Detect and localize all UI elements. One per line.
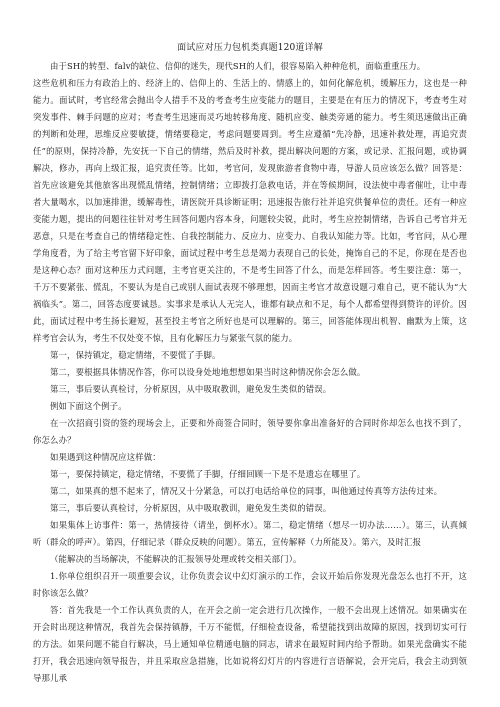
paragraph: 这些危机和压力有政治上的、经济上的、信仰上的、生活上的、情感上的，如何化解危机，缓解压力，这也是一种能力。面试时，考官经常会抛出令人措手不及的考查考生应变能力的题目，主要是在有压力的情况下，考查考生对突发事件、棘手问题的应对；考查考生迅速而灵巧地转移角度、随机应变、触类旁通的能力。考生须迅速做出正确的判断和处理，思维反应要敏捷，情绪要稳定，考虑问题要周到。考生应遵循“先冷静，迅速补救处理，再追究责任”的原则，保持冷静，先安抚一下自己的情绪，然后及时补救，提出解决问题的方案，或记录、汇报问题，或协调解决，修办，再向上级汇报，追究责任等。比如，考官问，发现旅游者食物中毒，导游人员应该怎么做？回答是：首先应该避免其他旅客出现慌乱情绪，控制情绪；立即拨打急救电话，并在等候期间，设法使中毒者催吐，让中毒者大量喝水，以加速排泄，缓解毒性，请医院开具诊断证明；迅速报告旅行社并追究供餐单位的责任。还有一种应变能力题，提出的问题往往针对考生回答问题内容本身，问题较尖锐，此时，考生应控制情绪，告诉自己考官并无恶意，只是在考查自己的情绪稳定性、自我控制能力、反应力、应变力、自我认知能力等。比如，考官问，从心理学角度看，为了给主考官留下好印象，面试过程中考生总是竭力表现自己的长处，掩饰自己的不足，你现在是否也是这种心态？面对这种压力式问题，主考官更关注的，不是考生回答了什么，而是怎样回答。考生要注意：第一，千万不要紧张、慌乱，不要认为是自己或别人面试表现不够理想，因而主考官才故意设题刁难自己，更不能认为“大祸临头”。第二，回答态度要诚恳。实事求是承认人无完人，谁都有缺点和不足，每个人都希望得到赞许的评价。因此，面试过程中考生扬长避短，甚至投主考官之所好也是可以理解的。第三，回答能体现出机智、幽默为上策，这样考官会认为，考生不仅处变不惊，且有化解压力与紧张气氛的能力。: [33, 78, 467, 343]
paragraph: 第二，要根据具体情况作答，你可以设身处地地想想如果当时这种情况你会怎么做。: [50, 367, 366, 377]
paragraph: 第三，事后要认真检讨，分析原因，从中吸取教训，避免发生类似的错误。: [50, 503, 332, 513]
paragraph: 如果集体上访事件：第一，热情接待（请坐，倒杯水）。第二，稳定情绪（想尽一切办法……）。第三，认真倾听（群众的呼声）。第四，仔细记录（群众反映的问题）。第五，宣传解释（力所能及）。第六，及时汇报: [33, 520, 467, 547]
paragraph: 如果遇到这种情况应这样做：: [50, 452, 161, 462]
paragraph: 第一，保持镇定，稳定情绪，不要慌了手脚。: [50, 350, 221, 360]
paragraph: 在一次招商引资的签约现场会上，正要和外商签合同时，领导要你拿出准备好的合同时你却怎么也找不到了，你怎么办？: [33, 418, 467, 445]
paragraph: 例如下面这个例子。: [50, 401, 127, 411]
paragraph: 1.你单位组织召开一项重要会议，让你负责会议中幻灯演示的工作，会议开始后你发现光盘怎么也打不开，这时你该怎么做？: [33, 571, 467, 598]
paragraph: （能解决的当场解决，不能解决的汇报领导处理或转交相关部门）。: [50, 554, 302, 564]
paragraph: 答：首先我是一个工作认真负责的人，在开会之前一定会进行几次操作，一般不会出现上述情况。如果确实在开会时出现这种情况，我首先会保持镇静，千万不能慌，仔细检查设备，希望能找到出故障的原因，找到切实可行的方法。如果问题不能自行解决，马上通知单位精通电脑的同志，请求在最短时间内给予帮助。如果光盘确实不能打开，我会迅速向领导报告，并且采取应急措施，比如说将幻灯片的内容进行言语解说，会开完后，我会主动到领导那儿承: [33, 605, 467, 683]
document-page: [33, 40, 467, 687]
document-body: [33, 58, 467, 687]
document-title: 面试应对压力包机类真题120道详解: [177, 43, 323, 53]
paragraph: 第三，事后要认真检讨，分析原因，从中吸取教训，避免发生类似的错误。: [50, 384, 332, 394]
paragraph: 由于SH的转型、falv的缺位、信仰的迷失，现代SH的人们，很容易陷入种种危机，面临重重压力。: [50, 61, 426, 71]
paragraph: 第一，要保持镇定，稳定情绪，不要慌了手脚，仔细回顾一下是不是遗忘在哪里了。: [50, 469, 366, 479]
paragraph: 第二，如果真的想不起来了，情况又十分紧急，可以打电话给单位的同事，叫他通过传真等方法传过来。: [50, 486, 443, 496]
